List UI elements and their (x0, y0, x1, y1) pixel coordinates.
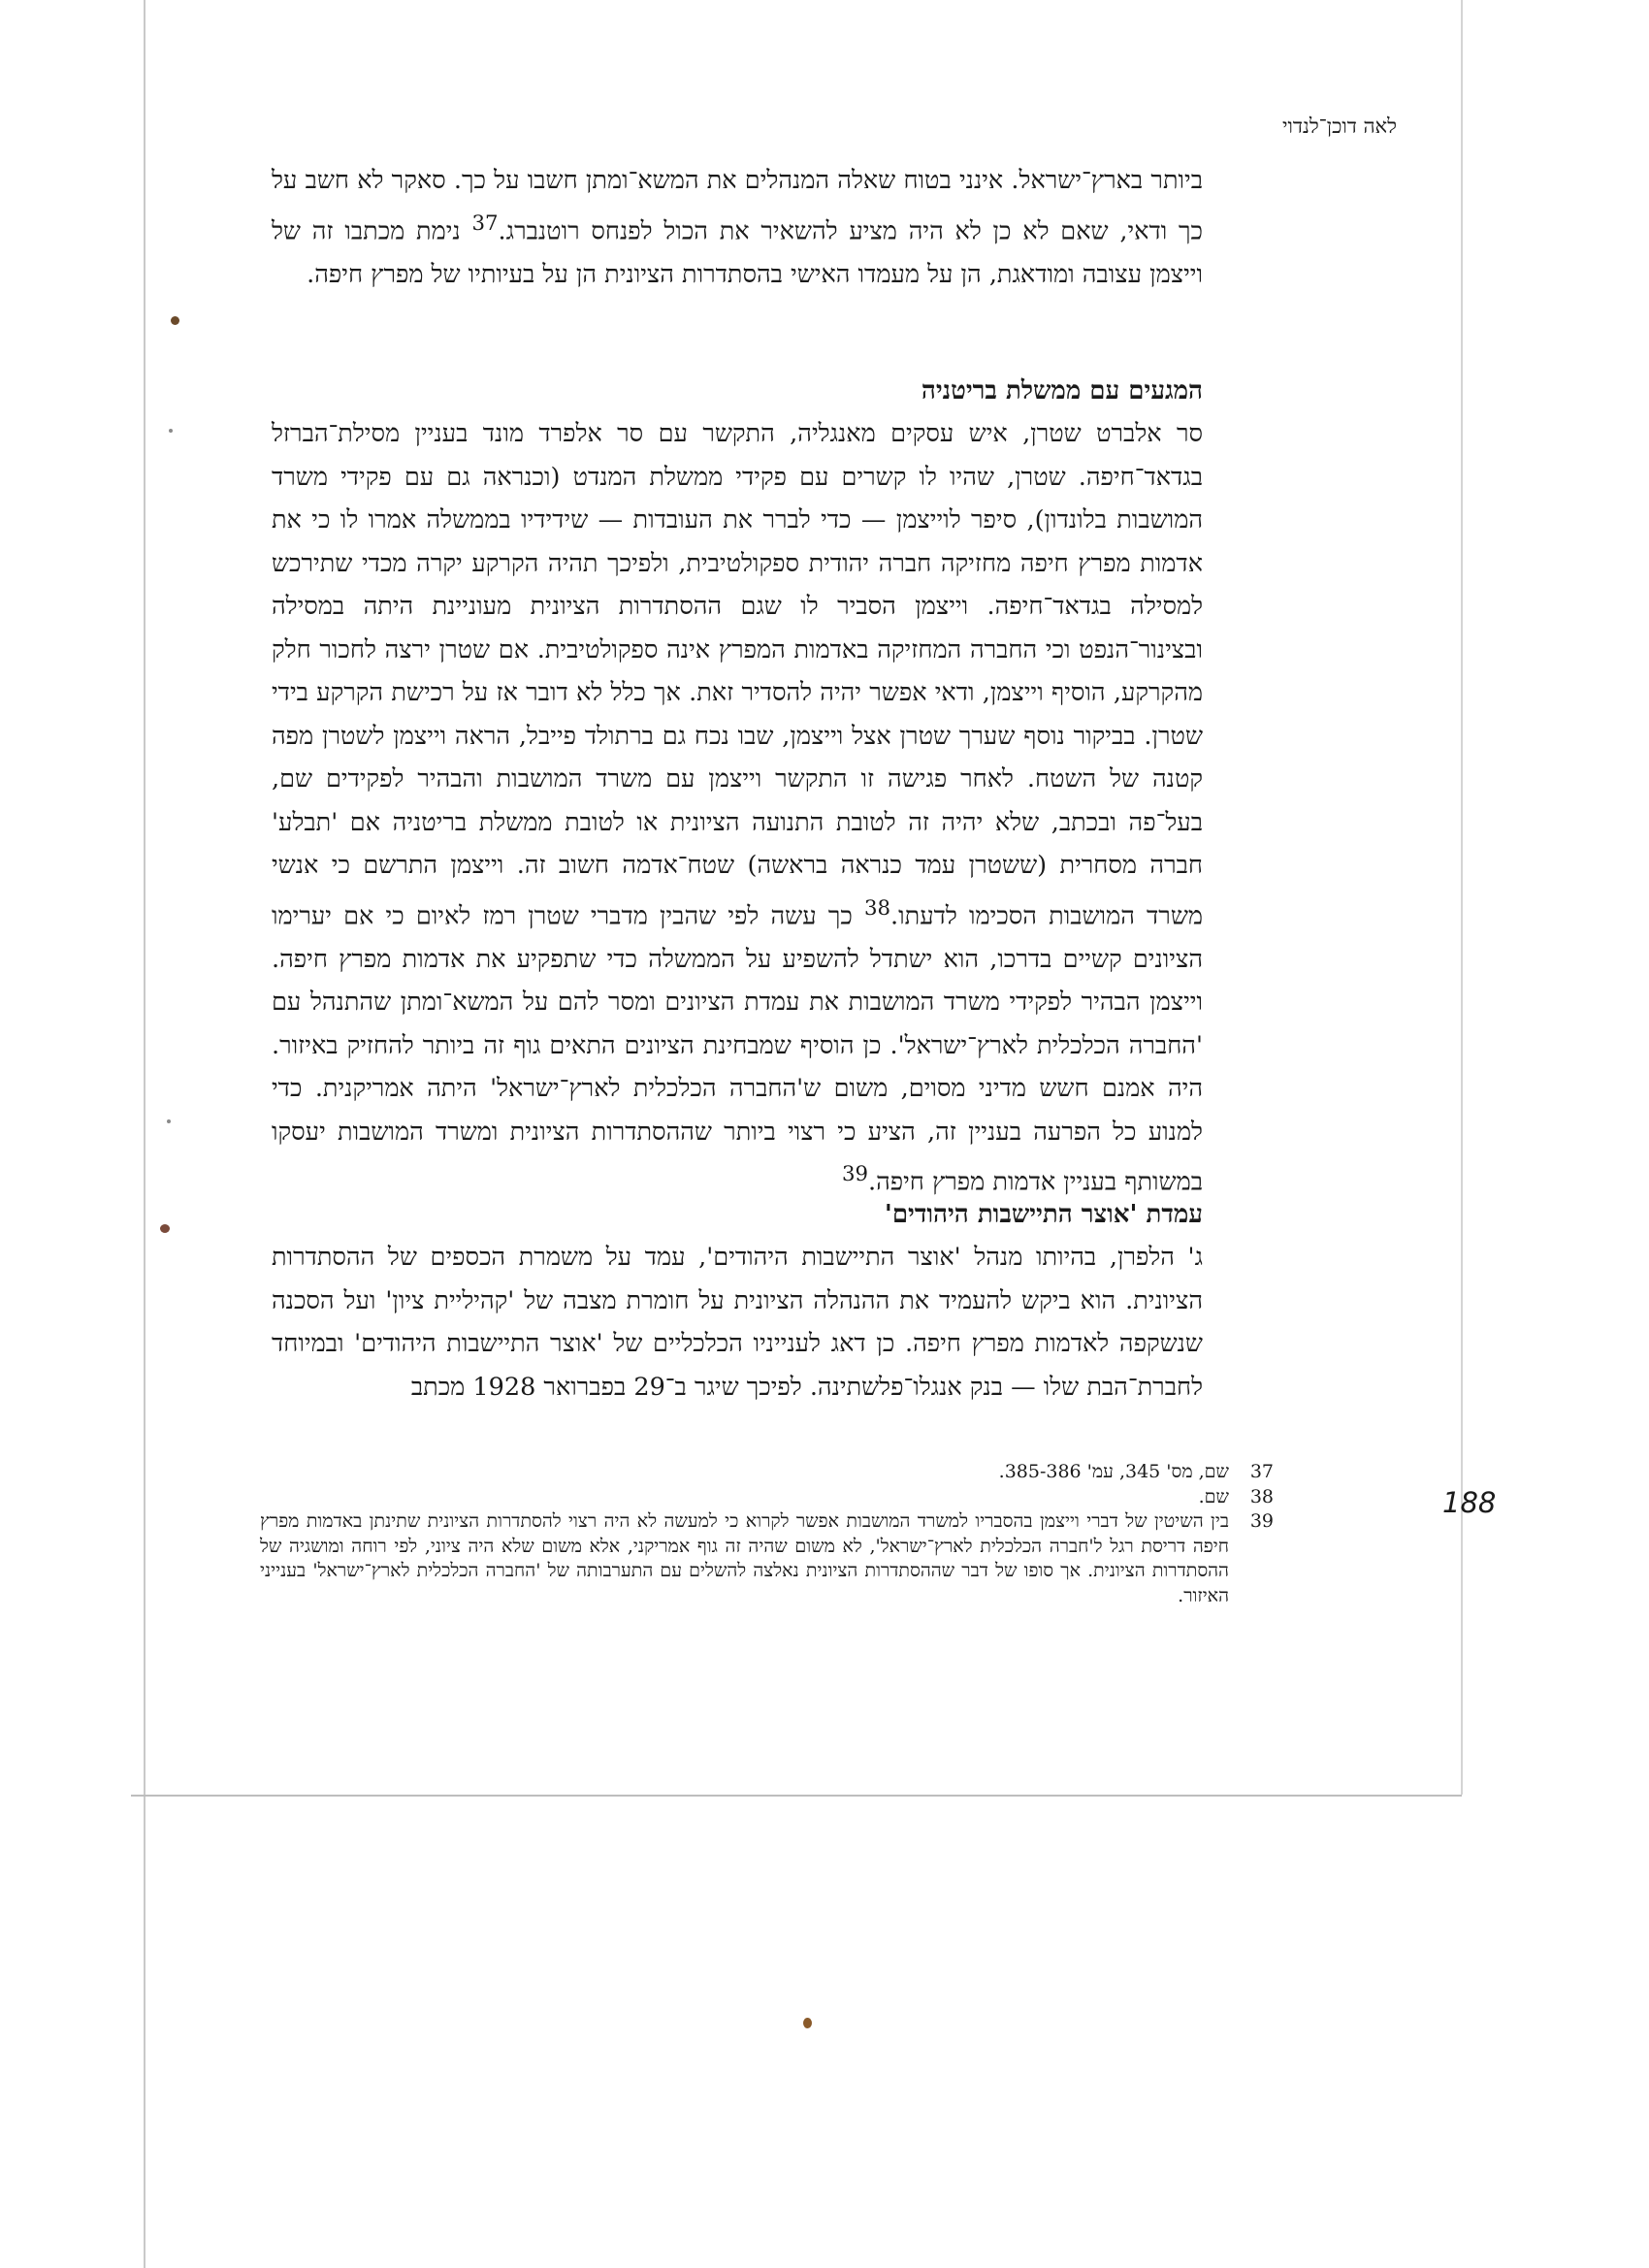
document-page (146, 0, 1497, 1795)
scan-edge-bottom (131, 1795, 1462, 1797)
footnote-text: שם, מס' 345, עמ' 385-386. (998, 1461, 1229, 1482)
footnote-37 (260, 1460, 1274, 1485)
page-number: 188 (1442, 1486, 1497, 1519)
footnote-text: שם. (1198, 1485, 1229, 1507)
footnotes (260, 1460, 1274, 1608)
footnote-ref-37: 37 (471, 211, 499, 236)
footnote-number: 37 (1249, 1461, 1274, 1482)
section-heading-british-government: המגעים עם ממשלת בריטניה (921, 376, 1203, 405)
footnote-ref-39: 39 (841, 1162, 868, 1186)
opening-text: ביותר בארץ־ישראל. אינני בטוח שאלה המנהלים את המשא־ומתן חשבו על כך. סאקר לא חשב על כך ודאי, שאם לא כן לא היה מציע להשאיר את הכול לפנחס רוטנברג. (272, 166, 1204, 245)
section-british-government-paragraph (272, 412, 1203, 1204)
scan-edge-right (1461, 0, 1463, 1795)
footnote-ref-38: 38 (863, 895, 891, 921)
scan-speck (160, 1224, 170, 1233)
scan-speck (169, 429, 173, 433)
opening-text-continued: נימת מכתבו זה של וייצמן עצובה ומודאגת, הן על מעמדו האישי בהסתדרות הציונית הן על בעיותיו של מפרץ חיפה. (272, 216, 1203, 289)
footnote-number: 38 (1249, 1485, 1274, 1507)
jewish-colonial-trust-text: ג' הלפרן, בהיותו מנהל 'אוצר התיישבות היהודים', עמד על משמרת הכספים של ההסתדרות הציונית. הוא ביקש להעמיד את ההנהלה הציונית על חומרת מצבה של 'קהיליית ציון' ועל הסכנה שנשקפה לאדמות מפרץ חיפה. כן דאג לענייניו הכלכליים של 'אוצר התיישבות היהודים' ובמיוחד לחברת־הבת שלו — בנק אנגלו־פלשתינה. לפיכך שיגר ב־29 בפברואר 1928 מכתב (272, 1243, 1203, 1402)
section-jewish-colonial-trust-paragraph (272, 1236, 1203, 1409)
footnote-38 (260, 1485, 1274, 1510)
running-head: לאה דוכן־לנדוי (1282, 114, 1397, 138)
british-government-text: סר אלברט שטרן, איש עסקים מאנגליה, התקשר עם סר אלפרד מונד בעניין מסילת־הברזל בגדאד־חיפה. שטרן, שהיו לו קשרים עם פקידי ממשלת המנדט (וכנראה גם עם פקידי משרד המושבות בלונדון), סיפר לוייצמן — כדי לברר את העובדות — שידידיו בממשלה אמרו לו כי את אדמות מפרץ חיפה מחזיקה חברה יהודית ספקולטיבית, ולפיכך תהיה הקרקע יקרה מכדי שתירכש למסילה בגדאד־חיפה. וייצמן הסביר לו שגם ההסתדרות הציונית מעוניינת היתה במסילה ובצינור־הנפט וכי החברה המחזיקה באדמות המפרץ אינה ספקולטיבית. אם שטרן ירצה לחכור חלק מהקרקע, הוסיף וייצמן, ודאי אפשר יהיה להסדיר זאת. אך כלל לא דובר אז על רכישת הקרקע בידי שטרן. בביקור נוסף שערך שטרן אצל וייצמן, שבו נכח גם ברתולד פייבל, הראה וייצמן לשטרן מפה קטנה של השטח. לאחר פגישה זו התקשר וייצמן עם משרד המושבות והבהיר לפקידים שם, בעל־פה ובכתב, שלא יהיה זה לטובת התנועה הציונית או לטובת ממשלת בריטניה אם 'תבלע' חברה מסחרית (ששטרן עמד כנראה בראשה) שטח־אדמה חשוב זה. וייצמן התרשם כי אנשי משרד המושבות הסכימו לדעתו. (272, 419, 1203, 930)
opening-paragraph (272, 159, 1203, 296)
scan-speck (167, 1119, 171, 1123)
section-heading-jewish-colonial-trust: עמדת 'אוצר התיישבות היהודים' (884, 1200, 1203, 1229)
footnote-text: בין השיטין של דברי וייצמן בהסבריו למשרד המושבות אפשר לקרוא כי למעשה לא היה רצוי להסתדרות הציונית שתינתן באדמות מפרץ חיפה דריסת רגל ל'חברה הכלכלית לארץ־ישראל', לא משום שהיה זה גוף אמריקני, אלא משום שלא היה ציוני, לפי רוחה ומושגיה של ההסתדרות הציונית. אך סופו של דבר שההסתדרות הציונית נאלצה להשלים עם התערבותה של 'החברה הכלכלית לארץ־ישראל' בענייני האיזור. (260, 1510, 1229, 1606)
footnote-number: 39 (1249, 1510, 1274, 1532)
scan-speck (171, 316, 179, 325)
scan-speck (803, 2018, 812, 2028)
footnote-39 (260, 1509, 1274, 1608)
british-government-text-continued: כך עשה לפי שהבין מדברי שטרן רמז לאיום כי אם יערימו הציונים קשיים בדרכו, הוא ישתדל להשפיע על הממשלה כדי שתפקיע את אדמות מפרץ חיפה. וייצמן הבהיר לפקידי משרד המושבות את עמדת הציונים ומסר להם על המשא־ומתן שהתנהל עם 'החברה הכלכלית לארץ־ישראל'. כן הוסיף שמבחינת הציונים התאים גוף זה ביותר להחזיק באיזור. היה אמנם חשש מדיני מסוים, משום ש'החברה הכלכלית לארץ־ישראל' היתה אמריקנית. כדי למנוע כל הפרעה בעניין זה, הציע כי רצוי ביותר שההסתדרות הציונית ומשרד המושבות יעסקו במשותף בעניין אדמות מפרץ חיפה. (272, 901, 1203, 1197)
